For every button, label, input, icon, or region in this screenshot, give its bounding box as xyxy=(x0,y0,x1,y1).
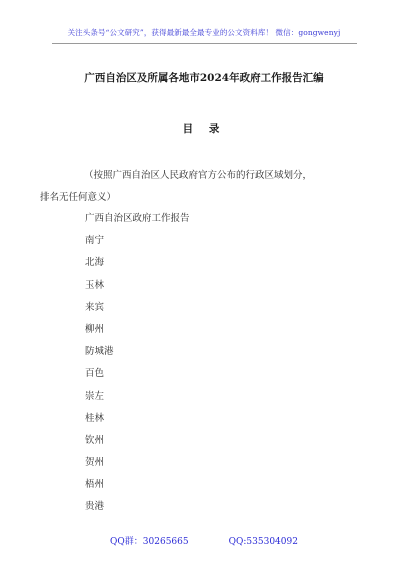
toc-item-hezhou[interactable]: 贺州 xyxy=(85,457,105,469)
toc-item-guigang[interactable]: 贵港 xyxy=(85,501,105,513)
footer-qq: QQ:535304092 xyxy=(228,537,298,547)
toc-item-guangxi-region[interactable]: 广西自治区政府工作报告 xyxy=(85,213,190,224)
footer-contact xyxy=(0,534,408,547)
toc-item-liuzhou[interactable]: 柳州 xyxy=(85,323,105,335)
toc-item-laibin[interactable]: 来宾 xyxy=(85,301,105,313)
toc-item-yulin[interactable]: 玉林 xyxy=(85,279,105,291)
ordering-note-line2: 排名无任何意义） xyxy=(40,192,117,203)
toc-item-baise[interactable]: 百色 xyxy=(85,368,105,380)
toc-item-qinzhou[interactable]: 钦州 xyxy=(85,434,105,446)
toc-item-wuzhou[interactable]: 梧州 xyxy=(85,479,105,491)
toc-item-chongzuo[interactable]: 崇左 xyxy=(85,390,105,402)
document-title: 广西自治区及所属各地市2024年政府工作报告汇编 xyxy=(84,72,324,84)
toc-list xyxy=(85,208,190,519)
toc-item-guilin[interactable]: 桂林 xyxy=(85,412,105,424)
toc-item-nanning[interactable]: 南宁 xyxy=(85,235,105,247)
ordering-note-line1: （按照广西自治区人民政府官方公布的行政区域划分， xyxy=(84,170,313,181)
footer-qq-group: QQ群：30265665 xyxy=(110,537,189,547)
toc-item-beihai[interactable]: 北海 xyxy=(85,257,105,269)
toc-heading: 目 录 xyxy=(182,123,226,135)
header-divider xyxy=(52,43,357,44)
ordering-note xyxy=(40,165,362,209)
toc-item-fangchenggang[interactable]: 防城港 xyxy=(85,346,114,358)
header-promo-note: 关注头条号“公文研究”，获得最新最全最专业的公文资料库！ 微信：gongwenyj xyxy=(67,28,341,37)
